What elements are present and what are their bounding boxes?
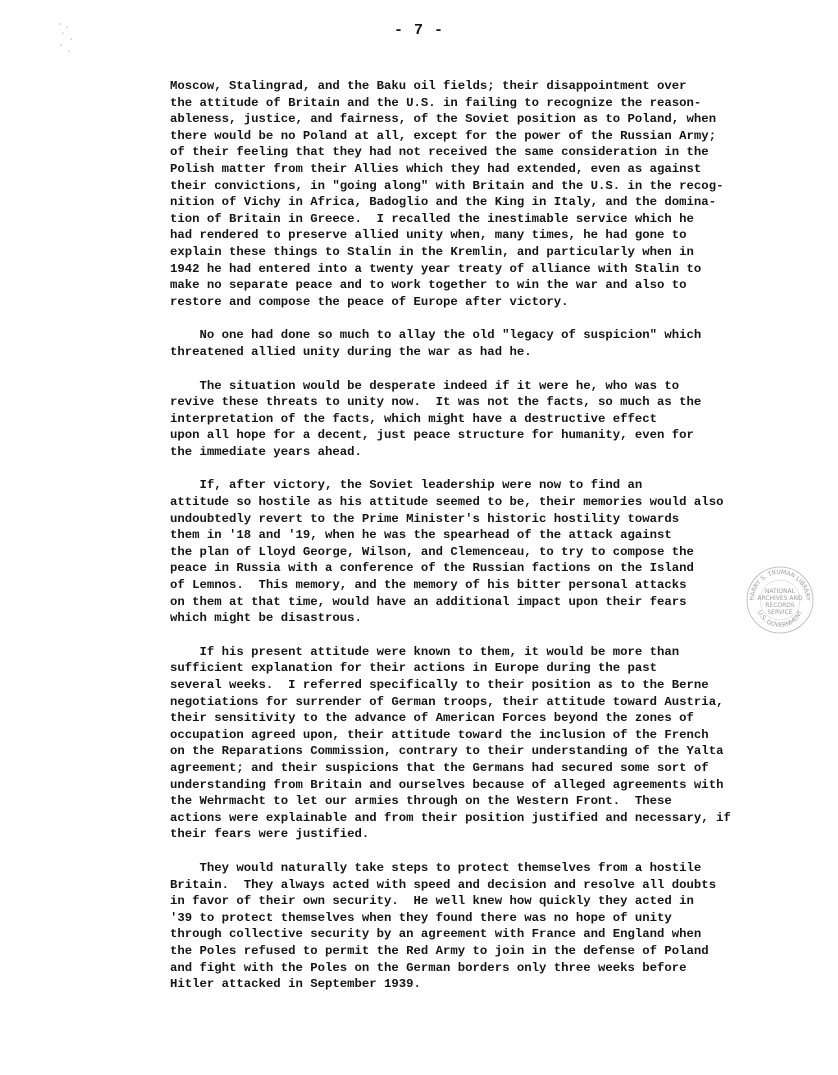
paragraph-3 bbox=[170, 378, 825, 461]
text-line: on the Reparations Commission, contrary to their understanding of the Yalta bbox=[170, 744, 724, 759]
text-line: several weeks. I referred specifically to their position as to the Berne bbox=[170, 678, 709, 692]
text-line: their convictions, in "going along" with Britain and the U.S. in the recog- bbox=[170, 178, 724, 193]
text-line: the plan of Lloyd George, Wilson, and Clemenceau, to try to compose the bbox=[170, 544, 694, 559]
stamp-center-line-3: RECORDS bbox=[765, 602, 795, 609]
paragraph-2 bbox=[170, 327, 825, 360]
text-line: and fight with the Poles on the German borders only three weeks before bbox=[170, 960, 687, 975]
text-line: threatened allied unity during the war as had he. bbox=[170, 344, 532, 359]
archive-stamp-seal bbox=[745, 565, 815, 635]
text-line: '39 to protect themselves when they found there was no hope of unity bbox=[170, 910, 672, 925]
text-line: attitude so hostile as his attitude seemed to be, their memories would also bbox=[170, 495, 724, 510]
stamp-center-line-4: SERVICE bbox=[767, 609, 793, 616]
text-line: Moscow, Stalingrad, and the Baku oil fields; their disappointment over bbox=[170, 79, 687, 93]
text-line: the attitude of Britain and the U.S. in failing to recognize the reason- bbox=[170, 95, 702, 110]
text-line: on them at that time, would have an additional impact upon their fears bbox=[170, 594, 687, 609]
stamp-bottom-text: U.S. GOVERNMENT bbox=[755, 609, 805, 630]
text-line: understanding from Britain and ourselves because of alleged agreements with bbox=[170, 777, 724, 792]
paragraph-4 bbox=[170, 477, 825, 626]
text-line: in favor of their own security. He well knew how quickly they acted in bbox=[170, 894, 694, 909]
text-line: sufficient explanation for their actions in Europe during the past bbox=[170, 661, 658, 676]
paragraph-6 bbox=[170, 860, 825, 993]
text-line: their fears were justified. bbox=[170, 827, 370, 842]
paragraph-1 bbox=[170, 78, 825, 310]
text-line: interpretation of the facts, which might have a destructive effect bbox=[170, 411, 658, 426]
letter-body bbox=[170, 78, 825, 1010]
stamp-center-line-2: ARCHIVES AND bbox=[757, 595, 803, 602]
text-line: nition of Vichy in Africa, Badoglio and the King in Italy, and the domina- bbox=[170, 195, 717, 210]
text-line: Polish matter from their Allies which they had extended, even as against bbox=[170, 161, 702, 176]
text-line: the immediate years ahead. bbox=[170, 444, 362, 459]
text-line: If his present attitude were known to them, it would be more than bbox=[170, 644, 680, 659]
text-line: revive these threats to unity now. It was not the facts, so much as the bbox=[170, 395, 702, 410]
text-line: the Poles refused to permit the Red Army to join in the defense of Poland bbox=[170, 943, 709, 958]
text-line: the Wehrmacht to let our armies through on the Western Front. These bbox=[170, 794, 672, 809]
text-line: restore and compose the peace of Europe after victory. bbox=[170, 294, 569, 309]
text-line: explain these things to Stalin in the Kremlin, and particularly when in bbox=[170, 244, 694, 259]
text-line: agreement; and their suspicions that the Germans had secured some sort of bbox=[170, 760, 709, 775]
text-line: Hitler attacked in September 1939. bbox=[170, 977, 421, 992]
text-line: No one had done so much to allay the old "legacy of suspicion" which bbox=[170, 328, 702, 343]
paragraph-5 bbox=[170, 644, 825, 843]
stamp-center-line-1: NATIONAL bbox=[764, 588, 796, 595]
text-line: peace in Russia with a conference of the Russian factions on the Island bbox=[170, 561, 694, 576]
text-line: undoubtedly revert to the Prime Minister's historic hostility towards bbox=[170, 511, 680, 526]
text-line: had rendered to preserve allied unity when, many times, he had gone to bbox=[170, 228, 687, 243]
text-line: 1942 he had entered into a twenty year treaty of alliance with Stalin to bbox=[170, 261, 702, 276]
text-line: through collective security by an agreement with France and England when bbox=[170, 927, 702, 942]
text-line: upon all hope for a decent, just peace structure for humanity, even for bbox=[170, 428, 694, 443]
text-line: of Lemnos. This memory, and the memory of his bitter personal attacks bbox=[170, 578, 687, 593]
text-line: tion of Britain in Greece. I recalled the inestimable service which he bbox=[170, 211, 694, 226]
text-line: their sensitivity to the advance of American Forces beyond the zones of bbox=[170, 711, 694, 726]
text-line: occupation agreed upon, their attitude toward the inclusion of the French bbox=[170, 727, 709, 742]
stamp-top-text: HARRY S. TRUMAN LIBRARY bbox=[748, 568, 812, 601]
scan-marks bbox=[55, 18, 85, 58]
text-line: actions were explainable and from their position justified and necessary, if bbox=[170, 810, 731, 825]
text-line: make no separate peace and to work together to win the war and also to bbox=[170, 278, 687, 293]
text-line: They would naturally take steps to protect themselves from a hostile bbox=[170, 860, 702, 875]
text-line: of their feeling that they had not received the same consideration in the bbox=[170, 145, 709, 160]
archive-stamp bbox=[745, 565, 815, 635]
page-number: - 7 - bbox=[393, 22, 444, 39]
text-line: If, after victory, the Soviet leadership were now to find an bbox=[170, 478, 643, 493]
text-line: negotiations for surrender of German troops, their attitude toward Austria, bbox=[170, 694, 724, 709]
text-line: The situation would be desperate indeed if it were he, who was to bbox=[170, 378, 680, 393]
text-line: ableness, justice, and fairness, of the Soviet position as to Poland, when bbox=[170, 112, 717, 127]
text-line: which might be disastrous. bbox=[170, 611, 362, 626]
text-line: them in '18 and '19, when he was the spearhead of the attack against bbox=[170, 528, 672, 543]
text-line: Britain. They always acted with speed and decision and resolve all doubts bbox=[170, 877, 717, 892]
text-line: there would be no Poland at all, except for the power of the Russian Army; bbox=[170, 128, 717, 143]
